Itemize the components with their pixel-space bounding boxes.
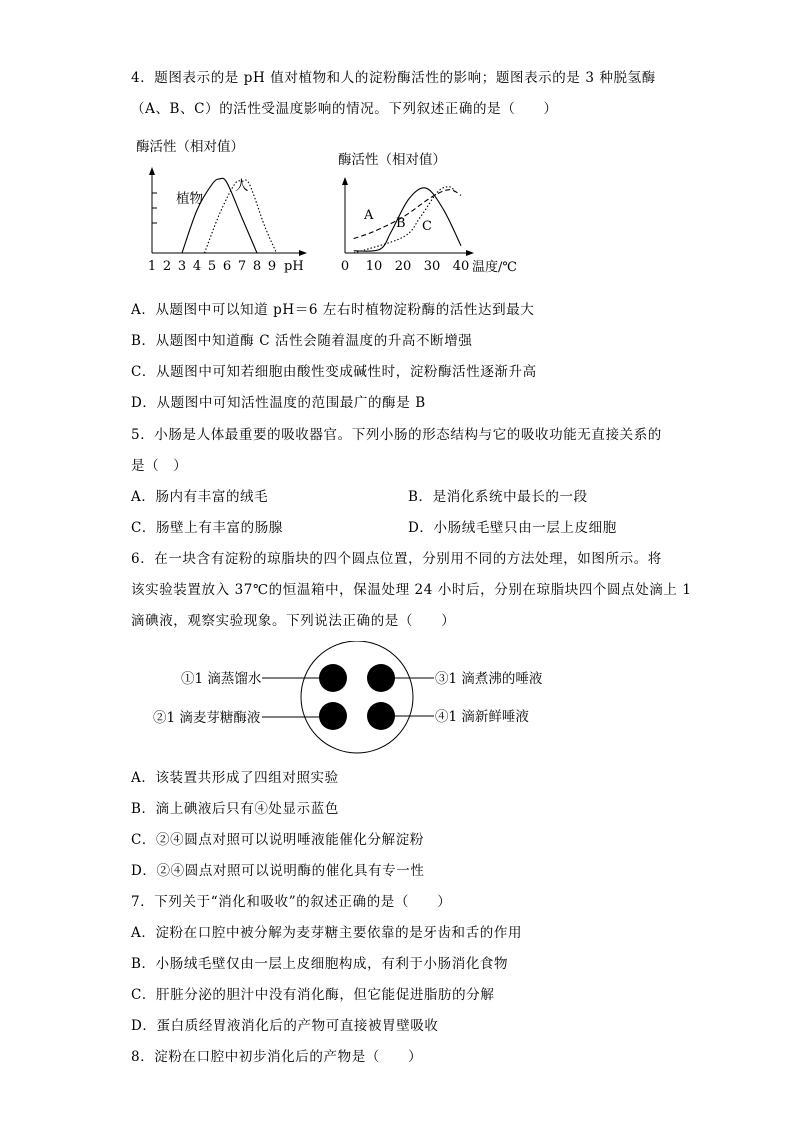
chart1-x-tick-label: 4 bbox=[192, 259, 202, 274]
q5-option-d: D．小肠绒毛壁只由一层上皮细胞 bbox=[408, 520, 617, 536]
q7-option-c: C．肝脏分泌的胆汁中没有消化酶，但它能促进脂肪的分解 bbox=[131, 987, 495, 1003]
chart1-title: 酶活性（相对值） bbox=[136, 139, 244, 155]
q6-option-d: D．②④圆点对照可以说明酶的催化具有专一性 bbox=[131, 863, 425, 879]
chart1-label-human: 人 bbox=[235, 178, 249, 194]
q7-stem: 7．下列关于“消化和吸收”的叙述正确的是（ ） bbox=[131, 894, 452, 910]
chart1-x-tick-label: 7 bbox=[237, 259, 247, 274]
chart1-x-tick-label: 6 bbox=[222, 259, 232, 274]
chart1-x-tick-label: 3 bbox=[177, 259, 187, 274]
q6-diagram bbox=[0, 641, 794, 761]
q4-option-d: D．从题图中可知活性温度的范围最广的酶是 B bbox=[131, 395, 426, 411]
label-2: ②1 滴麦芽糖酶液 bbox=[153, 710, 261, 726]
chart1-x-tick-label: 1 bbox=[147, 259, 157, 274]
chart2-x-tick-label: 0 bbox=[340, 259, 350, 274]
label-3: ③1 滴煮沸的唾液 bbox=[435, 671, 543, 687]
chart2-title: 酶活性（相对值） bbox=[338, 152, 446, 168]
spot-2 bbox=[319, 702, 347, 730]
q6-option-a: A．该装置共形成了四组对照实验 bbox=[131, 770, 339, 786]
q4-option-c: C．从题图中可知若细胞由酸性变成碱性时，淀粉酶活性逐渐升高 bbox=[131, 364, 537, 380]
chart1-x-tick-label: 5 bbox=[207, 259, 217, 274]
q5-stem-line1: 5．小肠是人体最重要的吸收器官。下列小肠的形态结构与它的吸收功能无直接关系的 bbox=[131, 427, 662, 443]
chart2-x-tick-label: 10 bbox=[365, 259, 383, 274]
chart1-y-ticks bbox=[152, 193, 157, 223]
q5-stem-line2: 是（ ） bbox=[131, 458, 188, 474]
q4-stem-line2: （A、B、C）的活性受温度影响的情况。下列叙述正确的是（ ） bbox=[131, 101, 558, 117]
q6-option-b: B．滴上碘液后只有④处显示蓝色 bbox=[131, 801, 339, 817]
chart1-x-arrow bbox=[299, 250, 307, 256]
q8-stem: 8．淀粉在口腔中初步消化后的产物是（ ） bbox=[131, 1049, 423, 1065]
q5-option-a: A．肠内有丰富的绒毛 bbox=[131, 489, 269, 505]
chart2-label-b: B bbox=[396, 216, 406, 231]
chart2-y-arrow bbox=[342, 177, 348, 185]
chart1-y-arrow bbox=[149, 167, 155, 175]
chart1-x-tick-label: 2 bbox=[162, 259, 172, 274]
label-1: ①1 滴蒸馏水 bbox=[181, 671, 262, 687]
chart2-x-tick-label: 30 bbox=[423, 259, 441, 274]
chart2-label-c: C bbox=[422, 219, 432, 234]
q4-stem-line1: 4．题图表示的是 pH 值对植物和人的淀粉酶活性的影响；题图表示的是 3 种脱氢酶 bbox=[131, 70, 656, 86]
q4-option-b: B．从题图中知道酶 C 活性会随着温度的升高不断增强 bbox=[131, 333, 473, 349]
chart1-xlabel: pH bbox=[284, 259, 304, 274]
chart2-xlabel: 温度/℃ bbox=[472, 260, 517, 275]
chart2-x-arrow bbox=[466, 250, 474, 256]
q5-option-b: B．是消化系统中最长的一段 bbox=[408, 489, 588, 505]
q4-figures bbox=[0, 133, 794, 283]
q7-option-a: A．淀粉在口腔中被分解为麦芽糖主要依靠的是牙齿和舌的作用 bbox=[131, 925, 523, 941]
chart2-label-a: A bbox=[364, 208, 374, 223]
chart2-x-tick-label: 20 bbox=[394, 259, 412, 274]
label-4: ④1 滴新鲜唾液 bbox=[435, 709, 529, 725]
q7-option-b: B．小肠绒毛壁仅由一层上皮细胞构成，有利于小肠消化食物 bbox=[131, 956, 509, 972]
q6-option-c: C．②④圆点对照可以说明唾液能催化分解淀粉 bbox=[131, 832, 424, 848]
chart2-x-tick-label: 40 bbox=[452, 259, 470, 274]
chart1-x-tick-label: 8 bbox=[252, 259, 262, 274]
chart1-label-plant: 植物 bbox=[176, 191, 203, 207]
q7-option-d: D．蛋白质经胃液消化后的产物可直接被胃壁吸收 bbox=[131, 1018, 439, 1034]
q6-stem-line2: 该实验装置放入 37℃的恒温箱中，保温处理 24 小时后，分别在琼脂块四个圆点处滴上 1 bbox=[131, 582, 692, 598]
chart1-x-tick-label: 9 bbox=[267, 259, 277, 274]
agar-block bbox=[301, 641, 413, 753]
q5-option-c: C．肠壁上有丰富的肠腺 bbox=[131, 520, 283, 536]
q4-option-a: A．从题图中可以知道 pH＝6 左右时植物淀粉酶的活性达到最大 bbox=[131, 302, 535, 318]
q6-stem-line3: 滴碘液，观察实验现象。下列说法正确的是（ ） bbox=[131, 613, 456, 629]
q6-stem-line1: 6．在一块含有淀粉的琼脂块的四个圆点位置，分别用不同的方法处理，如图所示。将 bbox=[131, 551, 662, 567]
